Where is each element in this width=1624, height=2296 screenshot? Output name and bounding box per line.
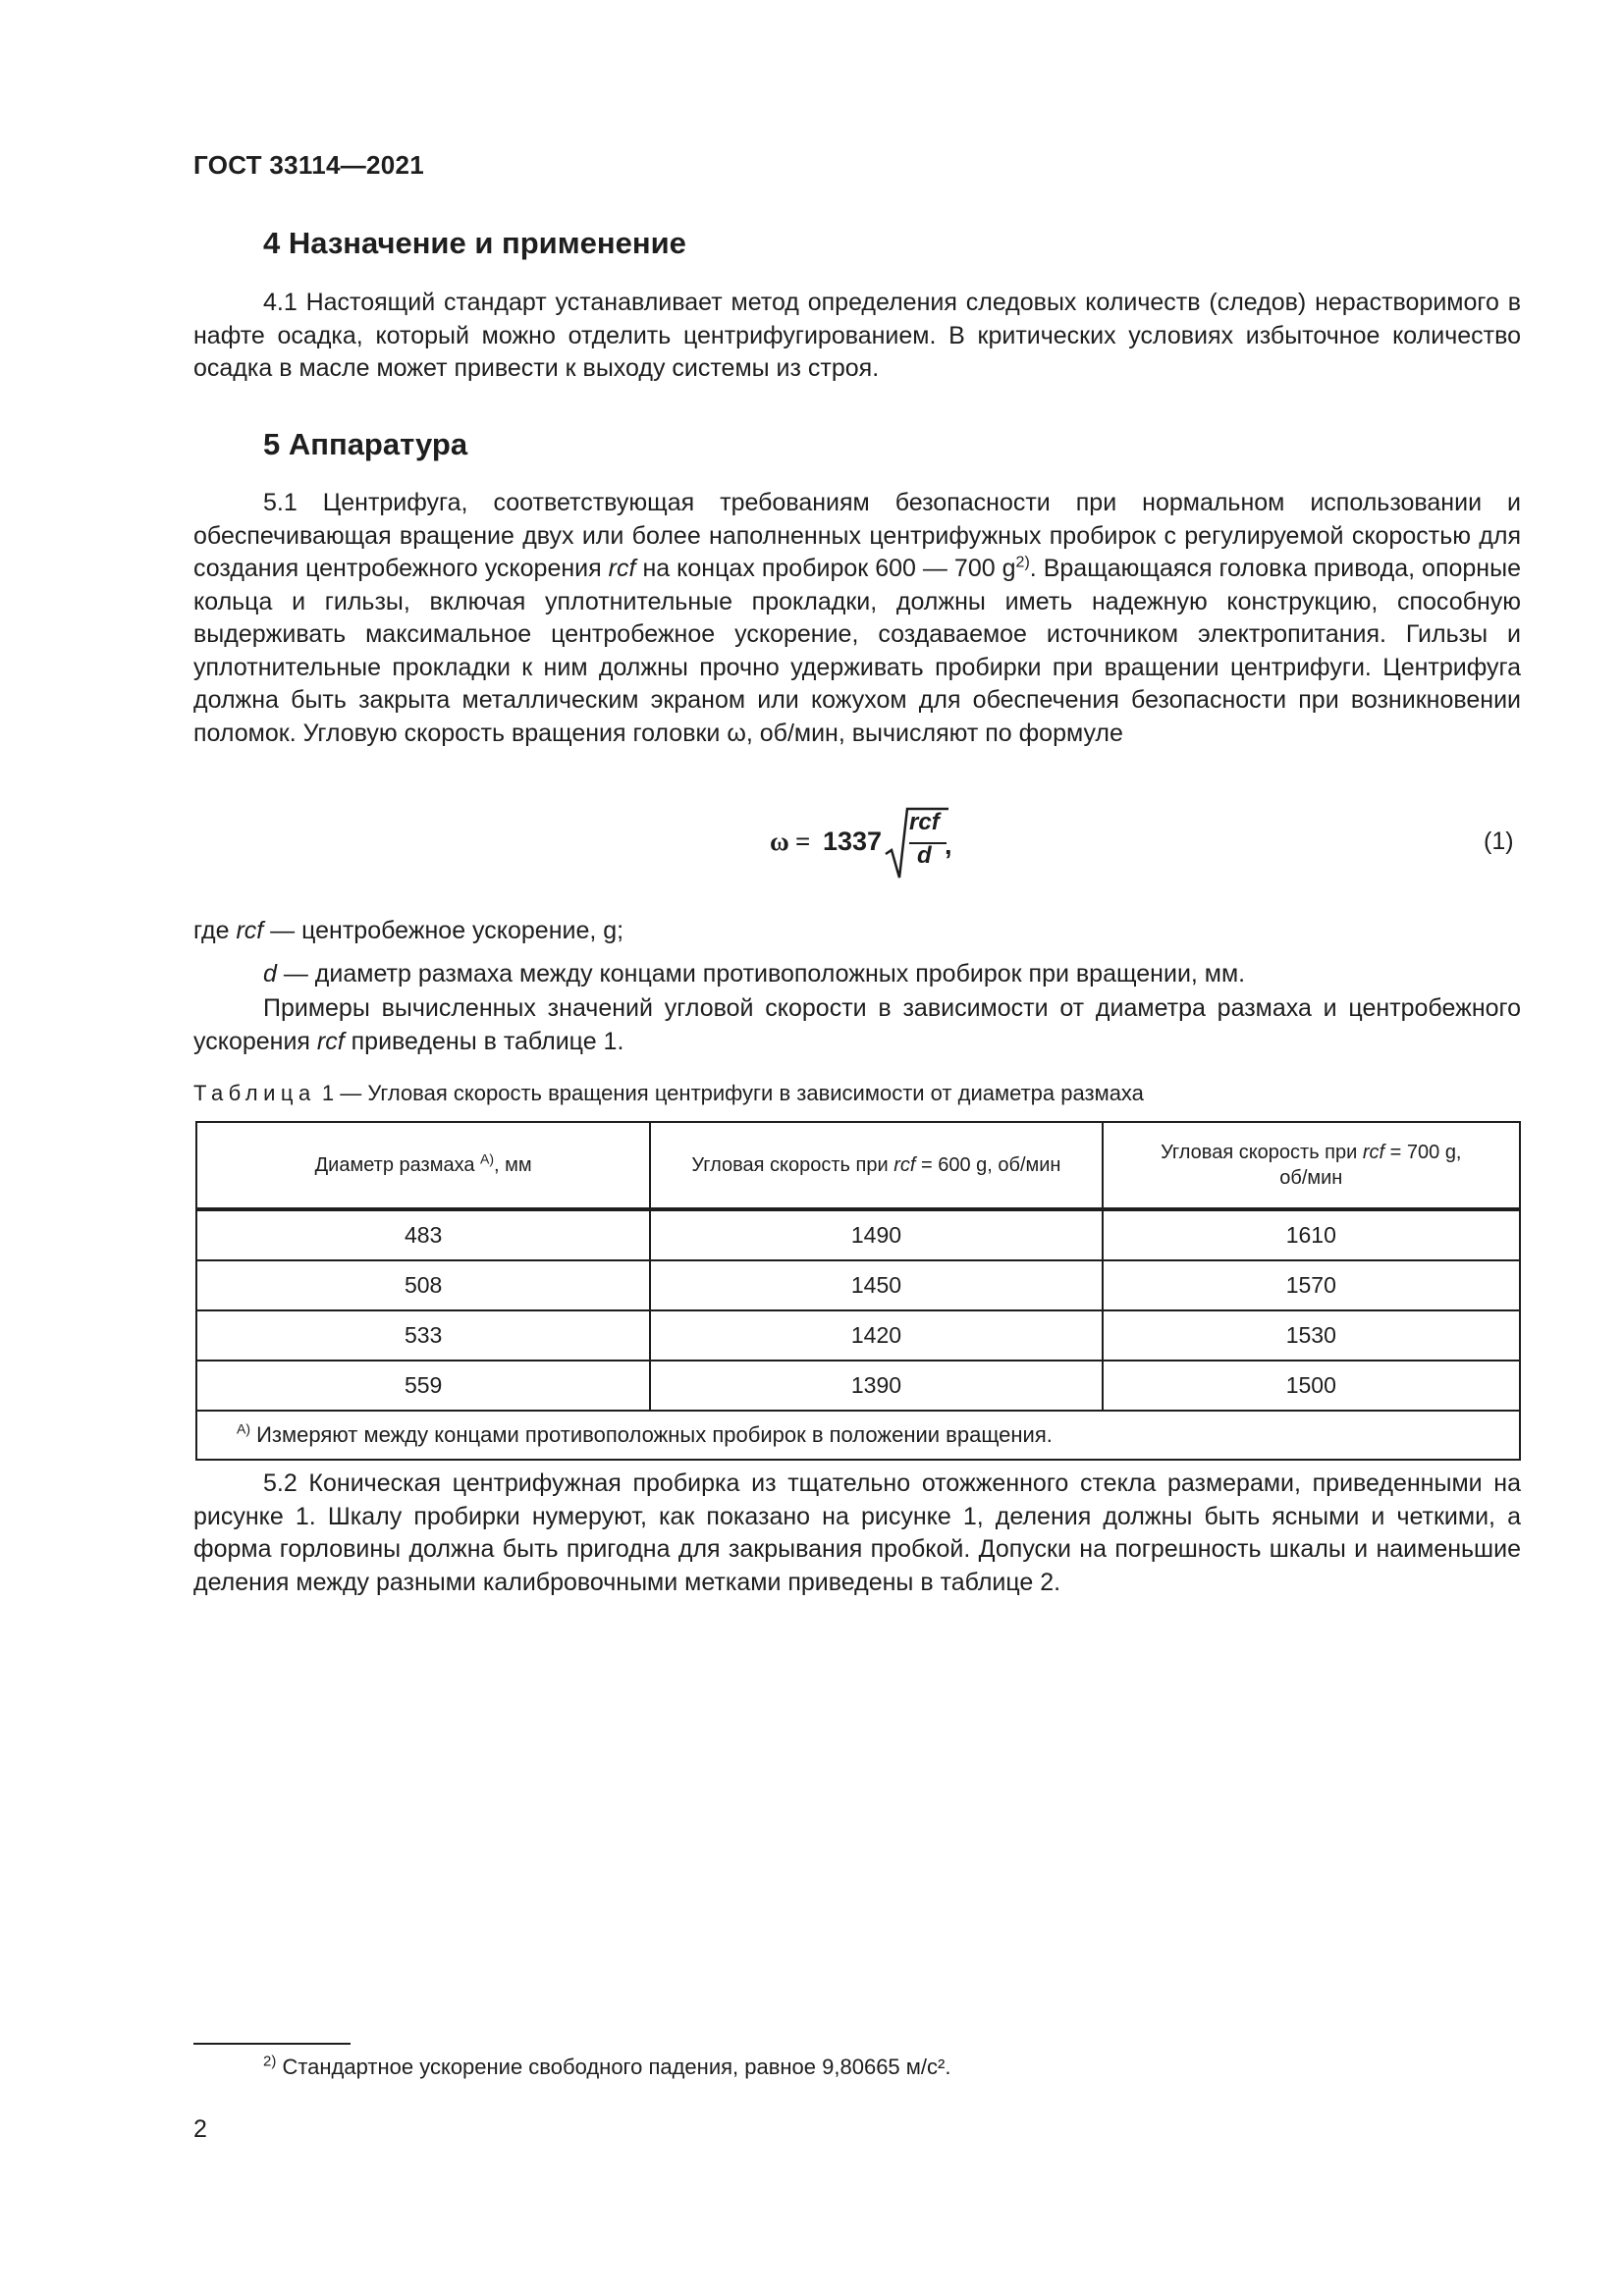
table-cell: 1500 [1103,1361,1520,1411]
footnote-divider [193,2043,351,2045]
table-cell: 508 [196,1260,650,1310]
footnote-ref-2: 2) [1015,554,1030,571]
paragraph-4-1: 4.1 Настоящий стандарт устанавливает метод определения следовых количеств (следов) нерастворимого в нафте осадка, который можно отделить центрифугированием. В критических условиях избыточное количество осадка в масле может привести к выходу системы из строя. [193,289,1521,382]
table-row [196,1260,1520,1310]
table-1 [195,1121,1521,1461]
table-1-caption: Таблица 1 — Угловая скорость вращения центрифуги в зависимости от диаметра размаха [193,1081,1144,1105]
formula-number: (1) [1484,828,1514,855]
table-cell: 1450 [650,1260,1102,1310]
paragraph-5-2: 5.2 Коническая центрифужная пробирка из тщательно отожженного стекла размерами, приведенными на рисунке 1. Шкалу пробирки нумеруют, как показано на рисунке 1, деления должны быть ясными и четкими, а форма горловины должна быть пригодна для закрывания пробкой. Допуски на погрешность шкалы и наименьшие деления между разными калибровочными метками приведены в таблице 2. [193,1469,1521,1596]
table-row [196,1361,1520,1411]
where-rcf: где rcf — центробежное ускорение, g; [193,917,624,944]
table-cell: 1390 [650,1361,1102,1411]
formula-constant: 1337 [823,827,883,856]
section-5-title: 5 Аппаратура [263,427,468,461]
section-4-title: 4 Назначение и применение [263,226,686,260]
document-id: ГОСТ 33114—2021 [193,150,425,180]
paragraph-5-1: 5.1 Центрифуга, соответствующая требованиям безопасности при нормальном использовании и обеспечивающая вращение двух или более наполненных центрифужных пробирок с регулируемой скоростью для создания центробежного ускорения rcf на концах пробирок 600 — 700 $g^{2)}$. Вращающаяся головка привода, опорные кольца и гильзы, включая уплотнительные прокладки, должны иметь надежную конструкцию, способную выдерживать максимальное центробежное ускорение, создаваемое источником электропитания. Гильзы и уплотнительные прокладки к ним должны прочно удерживать пробирки при вращении центрифуги. Центрифуга должна быть закрыта металлическим экраном или кожухом для обеспечения безопасности при возникновении поломок. Угловую скорость вращения головки ω, об/мин, вычисляют по формуле [193,489,1521,747]
table-header-speed-700: Угловая скорость при rcf = 700 g, об/мин [1103,1122,1520,1209]
formula-equals: = [795,827,811,856]
table-cell: 1420 [650,1310,1102,1361]
table-cell: 483 [196,1209,650,1260]
table-header-speed-600: Угловая скорость при rcf = 600 g, об/мин [650,1122,1102,1209]
paragraph-examples: Примеры вычисленных значений угловой скорости в зависимости от диаметра размаха и центробежного ускорения rcf приведены в таблице 1. [193,994,1521,1055]
formula-omega: ω [770,827,789,856]
formula-comma: , [945,830,952,860]
page-number: 2 [193,2115,207,2143]
table-row [196,1209,1520,1260]
table-footnote: $^{А)}$ Измеряют между концами противоположных пробирок в положении вращения. [196,1411,1520,1460]
table-cell: 559 [196,1361,650,1411]
formula-numerator: rcf [909,809,940,835]
table-cell: 533 [196,1310,650,1361]
table-row [196,1310,1520,1361]
formula-denominator: d [917,842,932,869]
table-cell: 1490 [650,1209,1102,1260]
table-cell: 1570 [1103,1260,1520,1310]
where-d: d — диаметр размаха между концами противоположных пробирок при вращении, мм. [263,960,1246,988]
table-cell: 1610 [1103,1209,1520,1260]
table-footnote-row [196,1411,1520,1460]
table-cell: 1530 [1103,1310,1520,1361]
footnote-2: $^{2)}$ Стандартное ускорение свободного падения, равное 9,80665 м/с². [263,2053,951,2079]
table-header-row [196,1122,1520,1209]
table-header-diameter: Диаметр размаха $^{А)}$, мм [196,1122,650,1209]
